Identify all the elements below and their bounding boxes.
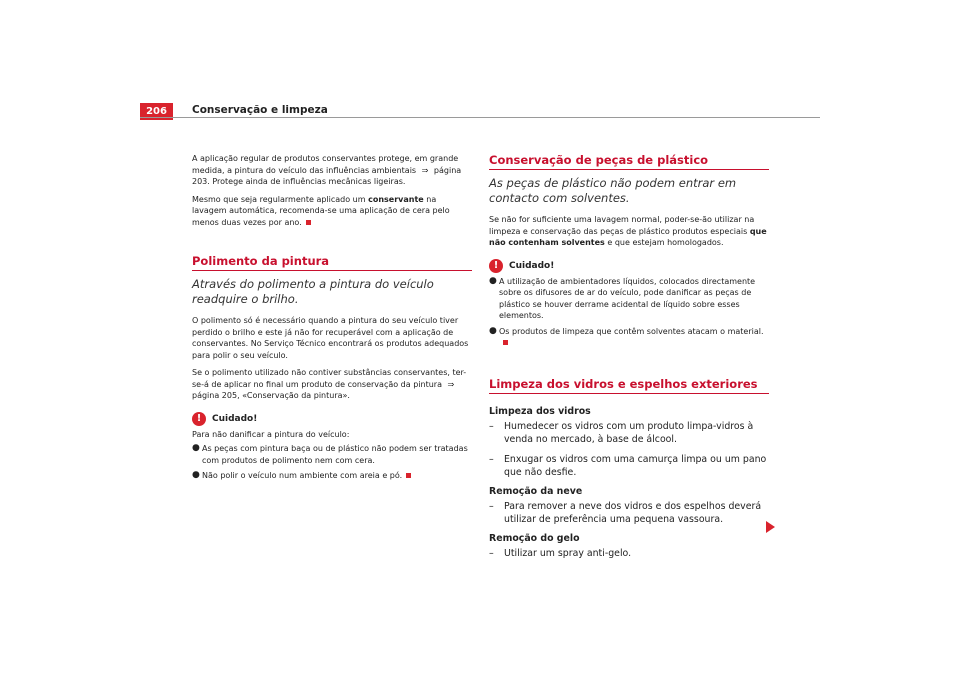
caution-intro: Para não danificar a pintura do veículo: — [192, 429, 350, 439]
end-of-section-icon — [406, 473, 411, 478]
page-ref-arrow-icon: ⇒ — [447, 379, 455, 389]
caution-item: ● As peças com pintura baça ou de plástico não podem ser tratadas com produtos de polimento nem com cera. — [192, 443, 468, 465]
section-title-windows: Limpeza dos vidros e espelhos exteriores — [489, 377, 769, 394]
instruction-item: – Utilizar um spray anti-gelo. — [489, 547, 632, 559]
page-number: 206 — [140, 103, 173, 120]
continue-arrow-icon — [766, 521, 775, 533]
intro-paragraph-1: A aplicação regular de produtos conservantes protege, em grande medida, a pintura do veículo das influências ambientais ⇒ página 203. Protege ainda de influências mecânicas ligeiras. — [192, 154, 462, 186]
caution-title: Cuidado! — [212, 413, 258, 424]
subheading-ice-removal: Remoção do gelo — [489, 532, 580, 544]
caution-item: ● Os produtos de limpeza que contêm solventes atacam o material. — [489, 326, 769, 349]
section-title-plastic: Conservação de peças de plástico — [489, 153, 769, 170]
header-divider — [140, 117, 820, 118]
polishing-paragraph-2: Se o polimento utilizado não contiver substâncias conservantes, ter-se-á de aplicar no final um produto de conservação da pintura ⇒ página 205, «Conservação da pintura». — [192, 368, 467, 400]
caution-header — [192, 412, 472, 426]
warning-icon: ! — [192, 412, 206, 426]
caution-item: ● A utilização de ambientadores líquidos, colocados directamente sobre os difusores de ar do veículo, pode danificar as peças de plástico se houver derrame acidental de líquido sobre esses elementos. — [489, 275, 756, 320]
bullet-icon: ● — [192, 470, 200, 480]
subheading-snow-removal: Remoção da neve — [489, 485, 583, 497]
subheading-window-cleaning: Limpeza dos vidros — [489, 405, 591, 417]
section-subtitle-plastic: As peças de plástico não podem entrar em contacto com solventes. — [489, 176, 737, 205]
bullet-icon: ● — [192, 443, 200, 453]
right-column — [489, 153, 769, 566]
section-title-polishing: Polimento da pintura — [192, 254, 472, 271]
caution-item: ● Não polir o veículo num ambiente com areia e pó. — [192, 470, 472, 482]
section-subtitle-polishing: Através do polimento a pintura do veículo readquire o brilho. — [192, 277, 434, 306]
instruction-item: – Humedecer os vidros com um produto limpa-vidros à venda no mercado, à base de álcool. — [489, 420, 754, 445]
caution-header — [489, 259, 769, 273]
instruction-item: – Para remover a neve dos vidros e dos espelhos deverá utilizar de preferência uma pequena vassoura. — [489, 500, 762, 525]
warning-icon: ! — [489, 259, 503, 273]
instruction-item: – Enxugar os vidros com uma camurça limpa ou um pano que não desfie. — [489, 453, 767, 478]
plastic-paragraph: Se não for suficiente uma lavagem normal, poder-se-ão utilizar na limpeza e conservação das peças de plástico produtos especiais que não contenham solventes e que estejam homologados. — [489, 215, 767, 247]
intro-paragraph-2: Mesmo que seja regularmente aplicado um conservante na lavagem automática, recomenda-se uma aplicação de cera pelo menos duas vezes por ano. — [192, 194, 450, 227]
caution-title: Cuidado! — [509, 260, 555, 271]
left-column — [192, 153, 472, 486]
bullet-icon: ● — [489, 325, 497, 336]
end-of-section-icon — [503, 340, 508, 345]
polishing-paragraph-1: O polimento só é necessário quando a pintura do seu veículo tiver perdido o brilho e este já não for recuperável com a aplicação de conservantes. No Serviço Técnico encontrará os produtos adequados para polir o seu veículo. — [192, 316, 469, 360]
bullet-icon: ● — [489, 275, 497, 286]
page-title: Conservação e limpeza — [192, 104, 328, 116]
page-ref-arrow-icon: ⇒ — [421, 165, 429, 175]
end-of-section-icon — [306, 220, 311, 225]
